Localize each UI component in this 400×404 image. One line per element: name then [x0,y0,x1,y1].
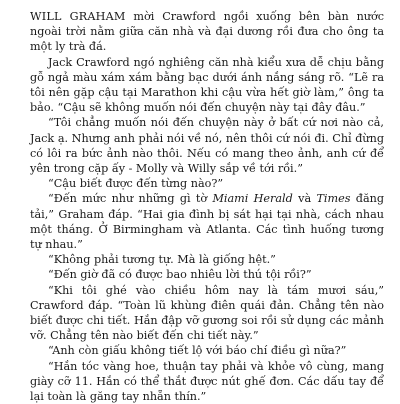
paragraph-8: “Khi tôi ghé vào chiều hôm nay là tám mươi sáu,” Crawford đáp. “Toàn lũ khùng điên quái đản. Chẳng tên nào biết được chi tiết. Hắn đập vỡ gương soi rồi sử dụng các mảnh vỡ. Chẳng tên nào biết đến chi tiết này.” [30,283,384,343]
paragraph-1 [30,9,384,55]
paragraph-6: “Không phải tương tự. Mà là giống hệt.” [48,253,276,267]
chapter-lead-words: WILL GRAHAM [30,10,126,23]
paragraph-7: “Đến giờ đã có được bao nhiêu lời thú tội rồi?” [48,268,312,282]
paragraph-2: Jack Crawford ngó nghiêng căn nhà kiểu xưa dễ chịu bằng gỗ ngả màu xám xám bằng bạc dưới ánh nắng sáng rõ. “Lẽ ra tôi nên gặp cậu tại Marathon khi cậu vừa hết giờ làm,” ông ta bảo. “Cậu sẽ không muốn nói đến chuyện này tại đây đâu.” [30,55,384,115]
paragraph-5-post: đăng tải,” Graham đáp. “Hai gia đình bị sát hại tại nhà, cách nhau một tháng. Ở Birmingham và Atlanta. Các tình huống tương tự nhau.” [30,192,384,252]
paragraph-5 [30,191,384,252]
newspaper-title-times: Times [316,192,351,206]
newspaper-title-miami-herald: Miami Herald [212,192,293,206]
paragraph-3: “Tôi chẳng muốn nói đến chuyện này ở bất cứ nơi nào cả, Jack ạ. Nhưng anh phải nói về nó, nên thôi cứ nói đi. Chỉ đừng có lôi ra bức ảnh nào thôi. Nếu có mang theo ảnh, anh cứ để yên trong cặp ấy - Molly và Willy sắp về tới rồi.” [30,116,384,176]
paragraph-5-mid: và [292,192,317,206]
paragraph-1-text: mời Crawford ngồi xuống bên bàn nước ngoài trời nằm giữa căn nhà và đại dương rồi đưa cho ông ta một ly trà đá. [30,10,385,54]
paragraph-5-pre: “Đến mức như những gì tờ [48,192,213,206]
paragraph-4: “Cậu biết được đến từng nào?” [48,177,224,191]
paragraph-9: “Anh còn giấu không tiết lộ với báo chí điều gì nữa?” [48,344,347,358]
paragraph-10: “Hắn tóc vàng hoe, thuận tay phải và khỏe vô cùng, mang giày cỡ 11. Hắn có thể thắt được nút ghế đơn. Các dấu tay để lại toàn là găng tay nhẵn thín.” [30,359,384,404]
